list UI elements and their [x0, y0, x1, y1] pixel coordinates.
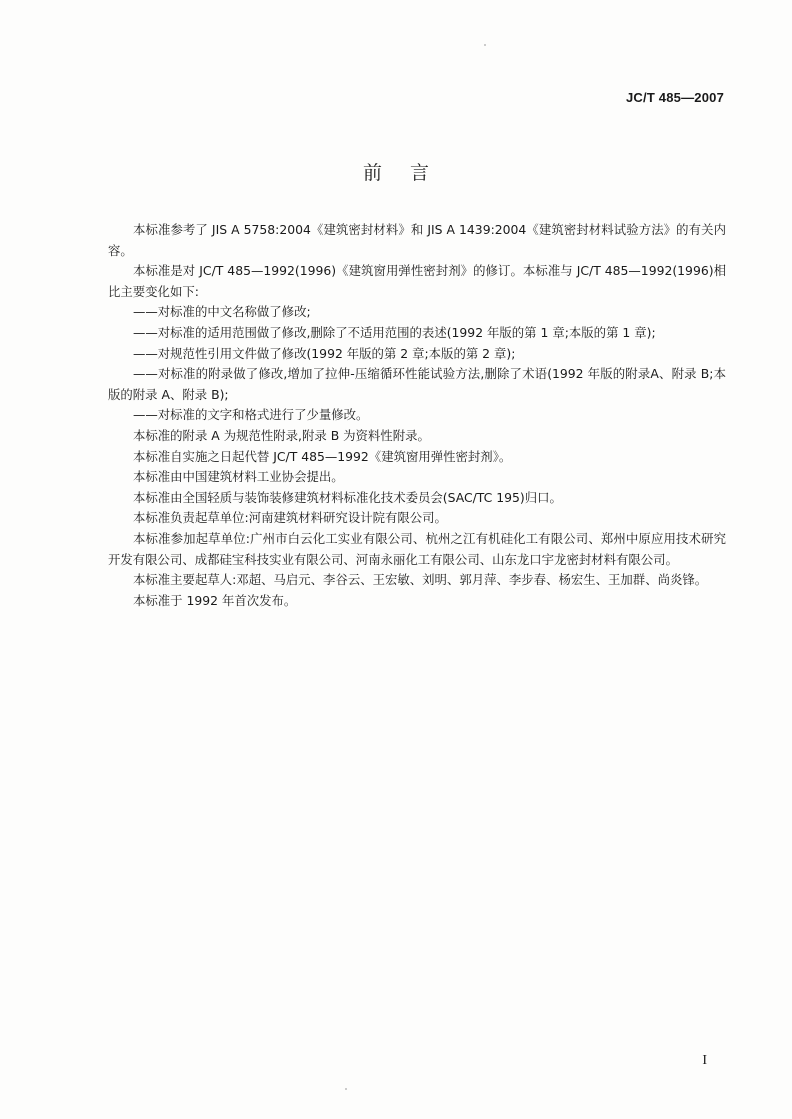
paragraph-revision: 本标准是对 JC/T 485—1992(1996)《建筑窗用弹性密封剂》的修订。本标准与 JC/T 485—1992(1996)相比主要变化如下:	[108, 263, 726, 299]
paragraph-lead-drafter: 本标准负责起草单位:河南建筑材料研究设计院有限公司。	[133, 510, 447, 526]
paragraph-proposed-by: 本标准由中国建筑材料工业协会提出。	[133, 469, 344, 485]
paragraph-participants: 本标准参加起草单位:广州市白云化工实业有限公司、杭州之江有机硅化工有限公司、郑州中原应用技术研究开发有限公司、成都硅宝科技实业有限公司、河南永丽化工有限公司、山东龙口宇龙密封材料有限公司。	[108, 530, 726, 567]
scan-speck	[484, 44, 486, 46]
change-item-scope: ——对标准的适用范围做了修改,删除了不适用范围的表述(1992 年版的第 1 章;本版的第 1 章);	[133, 324, 656, 340]
page-number: I	[702, 1053, 707, 1068]
preface-body	[108, 220, 726, 611]
paragraph-annex-type: 本标准的附录 A 为规范性附录,附录 B 为资料性附录。	[133, 427, 430, 443]
change-item-annex: ——对标准的附录做了修改,增加了拉伸-压缩循环性能试验方法,删除了术语(1992 年版的附录A、附录 B;本版的附录 A、附录 B);	[108, 366, 726, 402]
scan-speck	[345, 1088, 347, 1090]
paragraph-replaces: 本标准自实施之日起代替 JC/T 485—1992《建筑窗用弹性密封剂》。	[133, 448, 512, 464]
page-title: 前言	[362, 162, 457, 184]
change-item-references: ——对规范性引用文件做了修改(1992 年版的第 2 章;本版的第 2 章);	[133, 345, 516, 361]
change-item-name: ——对标准的中文名称做了修改;	[133, 304, 311, 320]
paragraph-references: 本标准参考了 JIS A 5758:2004《建筑密封材料》和 JIS A 1439:2004《建筑密封材料试验方法》的有关内容。	[108, 222, 726, 258]
paragraph-drafters: 本标准主要起草人:邓超、马启元、李谷云、王宏敏、刘明、郭月萍、李步春、杨宏生、王加群、尚炎锋。	[133, 572, 708, 588]
change-item-text: ——对标准的文字和格式进行了少量修改。	[133, 407, 369, 423]
paragraph-committee: 本标准由全国轻质与装饰装修建筑材料标准化技术委员会(SAC/TC 195)归口。	[133, 489, 562, 505]
paragraph-first-published: 本标准于 1992 年首次发布。	[133, 592, 297, 608]
standard-code: JC/T 485—2007	[626, 90, 724, 105]
